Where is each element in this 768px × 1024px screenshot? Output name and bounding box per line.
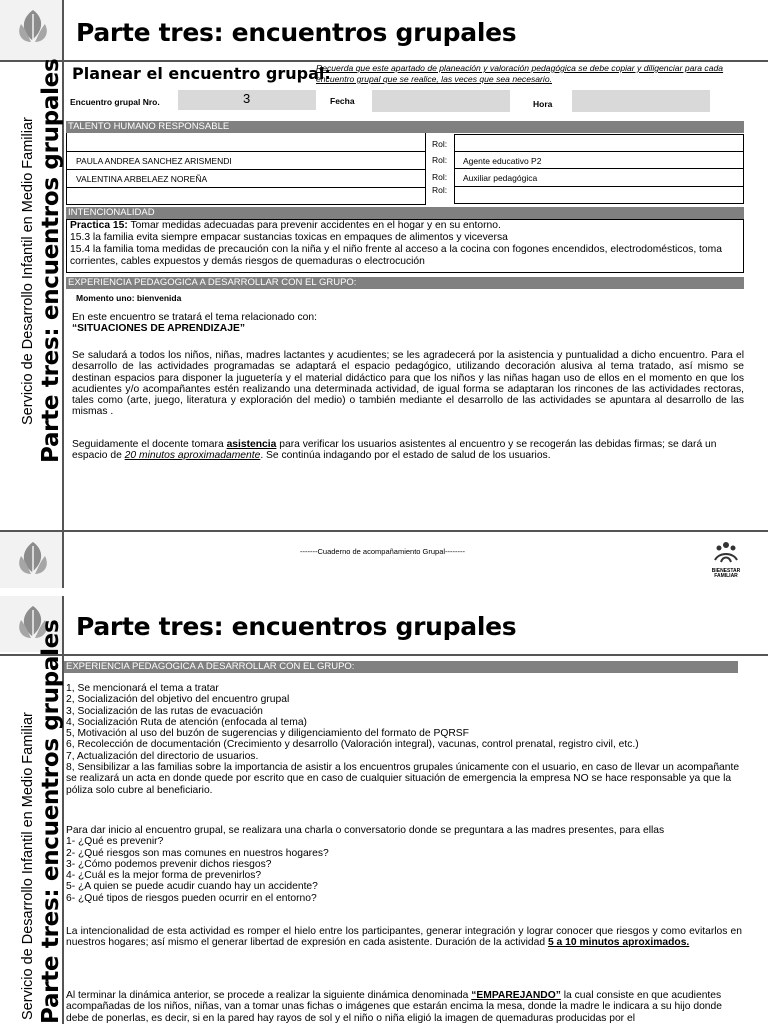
intencionalidad-header: INTENCIONALIDAD <box>66 207 744 219</box>
side-big-label: Parte tres: encuentros grupales <box>38 58 64 463</box>
list-item: 6, Recolección de documentación (Crecimiento y desarrollo (Valoración integral), vacunas, control prenatal, registro civil, etc.) <box>66 739 639 751</box>
activity-list <box>66 683 742 796</box>
rol-label: Rol: <box>432 139 448 149</box>
question: 5- ¿A quien se puede acudir cuando hay un accidente? <box>66 881 318 893</box>
role-table <box>454 134 744 204</box>
list-item: 3, Socialización de las rutas de evacuación <box>66 705 263 717</box>
header-leaf-box <box>0 0 62 60</box>
list-item: 4, Socialización Ruta de atención (enfocada al tema) <box>66 716 307 728</box>
plan-note: Recuerda que este apartado de planeación y valoración pedagógica se debe copiar y diligenciar para cada encuentro grupal que se realice, las veces que sea necesario. <box>316 63 724 84</box>
side-small-label: Servicio de Desarrollo Infantil en Medio Familiar <box>20 712 36 1020</box>
encuentro-value: 3 <box>243 91 251 106</box>
footer-rule <box>0 530 768 532</box>
family-logo-icon <box>711 540 741 564</box>
footer-divider <box>62 532 64 588</box>
experiencia-header: EXPERIENCIA PEDAGOGICA A DESARROLLAR CON EL GRUPO: <box>66 277 744 289</box>
rol-label: Rol: <box>432 185 448 195</box>
encuentro-field[interactable] <box>178 90 316 110</box>
bienestar-logo: BIENESTAR FAMILIAR <box>700 540 752 579</box>
list-item: 8, Sensibilizar a las familias sobre la importancia de asistir a los encuentros grupales únicamente con el usuario, en caso de llevar un acompañante se realizará un acta en donde quede por escrito que en caso de cualquier situación de emergencia la empresa NO se hace responsable ya que la póliza solo cubre al beneficiario. <box>66 762 740 796</box>
question: 4- ¿Cuál es la mejor forma de prevenirlos? <box>66 870 262 882</box>
tema: “SITUACIONES DE APRENDIZAJE” <box>72 323 245 334</box>
momento-label: Momento uno: bienvenida <box>76 293 182 303</box>
staff-role: Agente educativo P2 <box>463 156 542 166</box>
talento-header: TALENTO HUMANO RESPONSABLE <box>66 121 744 133</box>
question: 3- ¿Cómo podemos prevenir dichos riesgos? <box>66 858 272 870</box>
leaf-icon <box>18 8 48 48</box>
question: 2- ¿Qué riesgos son mas comunes en nuestros hogares? <box>66 847 329 859</box>
list-item: 7, Actualización del directorio de usuarios. <box>66 750 259 762</box>
side-small-label: Servicio de Desarrollo Infantil en Medio Familiar <box>20 117 36 425</box>
staff-name: VALENTINA ARBELAEZ NOREÑA <box>76 174 208 184</box>
question: 6- ¿Qué tipos de riesgos pueden ocurrir en el entorno? <box>66 892 317 904</box>
list-item: 2, Socialización del objetivo del encuentro grupal <box>66 694 290 706</box>
header-divider <box>62 0 64 60</box>
header-rule <box>0 654 768 656</box>
encuentro-label: Encuentro grupal Nro. <box>70 97 160 107</box>
intencionalidad-text: Practica 15: Tomar medidas adecuadas para prevenir accidentes en el hogar y en su entorno. 15.3 la familia evita siempre empacar sustancias toxicas en empaques de alimentos y viceversa 15.4 la familia toma medidas de precaución con la niña y el niño frente al acceso a la cocina con fogones encendidos, electrodomésticos, toma corrientes, cables expuestos y demás riesgos de quemaduras o electrocución <box>70 220 722 267</box>
fecha-field[interactable] <box>372 90 510 112</box>
intencionalidad-paragraph: La intencionalidad de esta actividad es romper el hielo entre los participantes, generar integración y lograr conocer que riesgos y como evitarlos en nuestros hogares; así mismo el generar libertad de expresión en cada asistente. Duración de la actividad 5 a 10 minutos aproximados. <box>66 926 742 949</box>
plan-title: Planear el encuentro grupal: <box>72 64 331 83</box>
footer-text: -------Cuaderno de acompañamiento Grupal-------- <box>300 547 466 556</box>
tema-intro: En este encuentro se tratará el tema relacionado con: <box>72 312 317 323</box>
paragraph-asistencia: Seguidamente el docente tomara asistencia para verificar los usuarios asistentes al encuentro y se recogerán las debidas firmas; se dará un espacio de 20 minutos aproximadamente. Se continúa indagando por el estado de salud de los usuarios. <box>72 439 717 462</box>
paragraph-saludo: Se saludará a todos los niños, niñas, madres lactantes y acudientes; se les agradecerá por la asistencia y puntualidad a dicho encuentro. Para el desarrollo de las actividades programadas se adaptará el espacio pedagógico, utilizando decoración alusiva al tema tratado, así mismo se destinan espacios para disponer la juguetería y el material didáctico para que los niños y las niñas hagan uso de ellos en el momento en que los acudientes y/o acompañantes estén realizando una determinada actividad, de igual forma se adaptaran los rincones de las actividades rectoras, tales como (arte, juego, literatura y exploración del medio) o también mediante el desarrollo de las actividades se apuntara al desarrollo de las mismas . <box>72 350 744 418</box>
staff-role: Auxiliar pedagógica <box>463 173 538 183</box>
header-rule <box>0 60 768 62</box>
rol-label: Rol: <box>432 155 448 165</box>
rol-label: Rol: <box>432 172 448 182</box>
experiencia-header: EXPERIENCIA PEDAGOGICA A DESARROLLAR CON EL GRUPO: <box>64 661 738 673</box>
fecha-label: Fecha <box>330 96 355 106</box>
staff-name: PAULA ANDREA SANCHEZ ARISMENDI <box>76 156 232 166</box>
footer-leaf-box <box>0 532 62 588</box>
list-item: 5, Motivación al uso del buzón de sugerencias y diligenciamiento del formato de PQRSF <box>66 728 469 740</box>
side-big-label: Parte tres: encuentros grupales <box>38 619 64 1024</box>
emparejando-paragraph: Al terminar la dinámica anterior, se procede a realizar la siguiente dinámica denominada “EMPAREJANDO” la cual consiste en que acudientes acompañadas de los niños, niñas, van a tomar unas fichas o imágenes que estarán encima la mesa, donde la madre le indicara a su hijo donde debe de ponerlas, es decir, si en la pared hay rayos de sol y el niño o niña eligió la imagen de quemaduras producidas por el <box>66 990 722 1024</box>
leaf-icon <box>18 540 48 580</box>
page-title: Parte tres: encuentros grupales <box>76 18 517 47</box>
page-title: Parte tres: encuentros grupales <box>76 612 517 641</box>
list-item: 1, Se mencionará el tema a tratar <box>66 683 219 694</box>
charla-section: Para dar inicio al encuentro grupal, se realizara una charla o conversatorio donde se preguntara a las madres presentes, para ellas 1- ¿Qué es prevenir? 2- ¿Qué riesgos son mas comunes en nuestros hogares? 3- ¿Cómo podemos prevenir dichos riesgos? 4- ¿Cuál es la mejor forma de prevenirlos? 5- ¿A quien se puede acudir cuando hay un accidente? 6- ¿Qué tipos de riesgos pueden ocurrir en el entorno? <box>66 825 742 904</box>
hora-label: Hora <box>533 99 553 109</box>
hora-field[interactable] <box>572 90 710 112</box>
question: 1- ¿Qué es prevenir? <box>66 836 164 848</box>
